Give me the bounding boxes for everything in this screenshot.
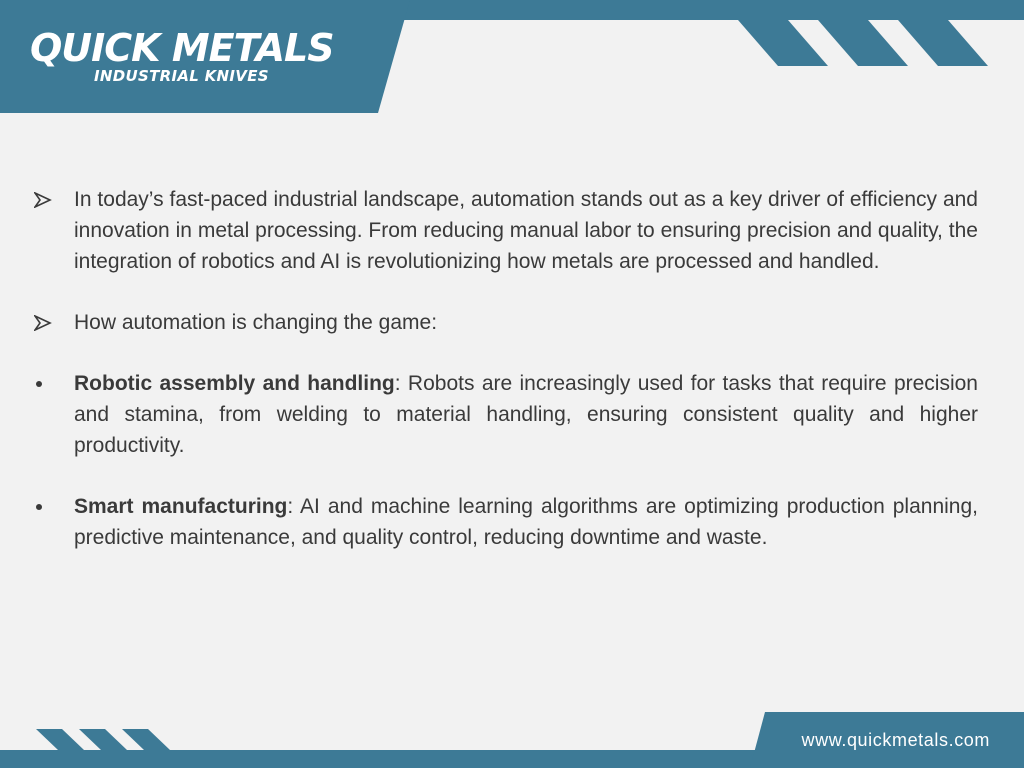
logo-wordmark: QUICK METALS bbox=[30, 26, 334, 70]
website-link[interactable]: www.quickmetals.com bbox=[801, 730, 990, 750]
arrow-bullet-icon bbox=[32, 184, 56, 215]
item-text: : AI and machine learning algorithms are optimizing production planning, predictive maintenance, and quality control, reducing downtime and waste. bbox=[74, 495, 978, 549]
item-heading: Robotic assembly and handling bbox=[74, 372, 395, 395]
item-text: : Robots are increasingly used for tasks that require precision and stamina, from welding to material handling, ensuring consistent quality and higher productivity. bbox=[74, 372, 978, 457]
list-item bbox=[30, 184, 978, 277]
item-text: In today’s fast-paced industrial landscape, automation stands out as a key driver of efficiency and innovation in metal processing. From reducing manual labor to ensuring precision and quality, the integration of robotics and AI is revolutionizing how metals are processed and handled. bbox=[74, 188, 978, 273]
dot-bullet-icon bbox=[32, 491, 56, 522]
top-stripe-2 bbox=[818, 20, 908, 66]
logo-tagline: INDUSTRIAL KNIVES bbox=[94, 67, 269, 85]
arrow-bullet-icon bbox=[32, 307, 56, 338]
item-heading: Smart manufacturing bbox=[74, 495, 288, 518]
top-stripe-3 bbox=[898, 20, 988, 66]
bottom-stripe-2 bbox=[79, 729, 127, 750]
slide-body bbox=[30, 184, 978, 583]
list-item bbox=[30, 491, 978, 553]
bottom-stripe-1 bbox=[36, 729, 84, 750]
item-text: How automation is changing the game: bbox=[74, 311, 438, 334]
list-item bbox=[30, 368, 978, 461]
top-stripe-1 bbox=[738, 20, 828, 66]
quick-metals-logo bbox=[30, 26, 390, 90]
dot-bullet-icon bbox=[32, 368, 56, 399]
bottom-stripe-3 bbox=[122, 729, 170, 750]
list-item bbox=[30, 307, 978, 338]
